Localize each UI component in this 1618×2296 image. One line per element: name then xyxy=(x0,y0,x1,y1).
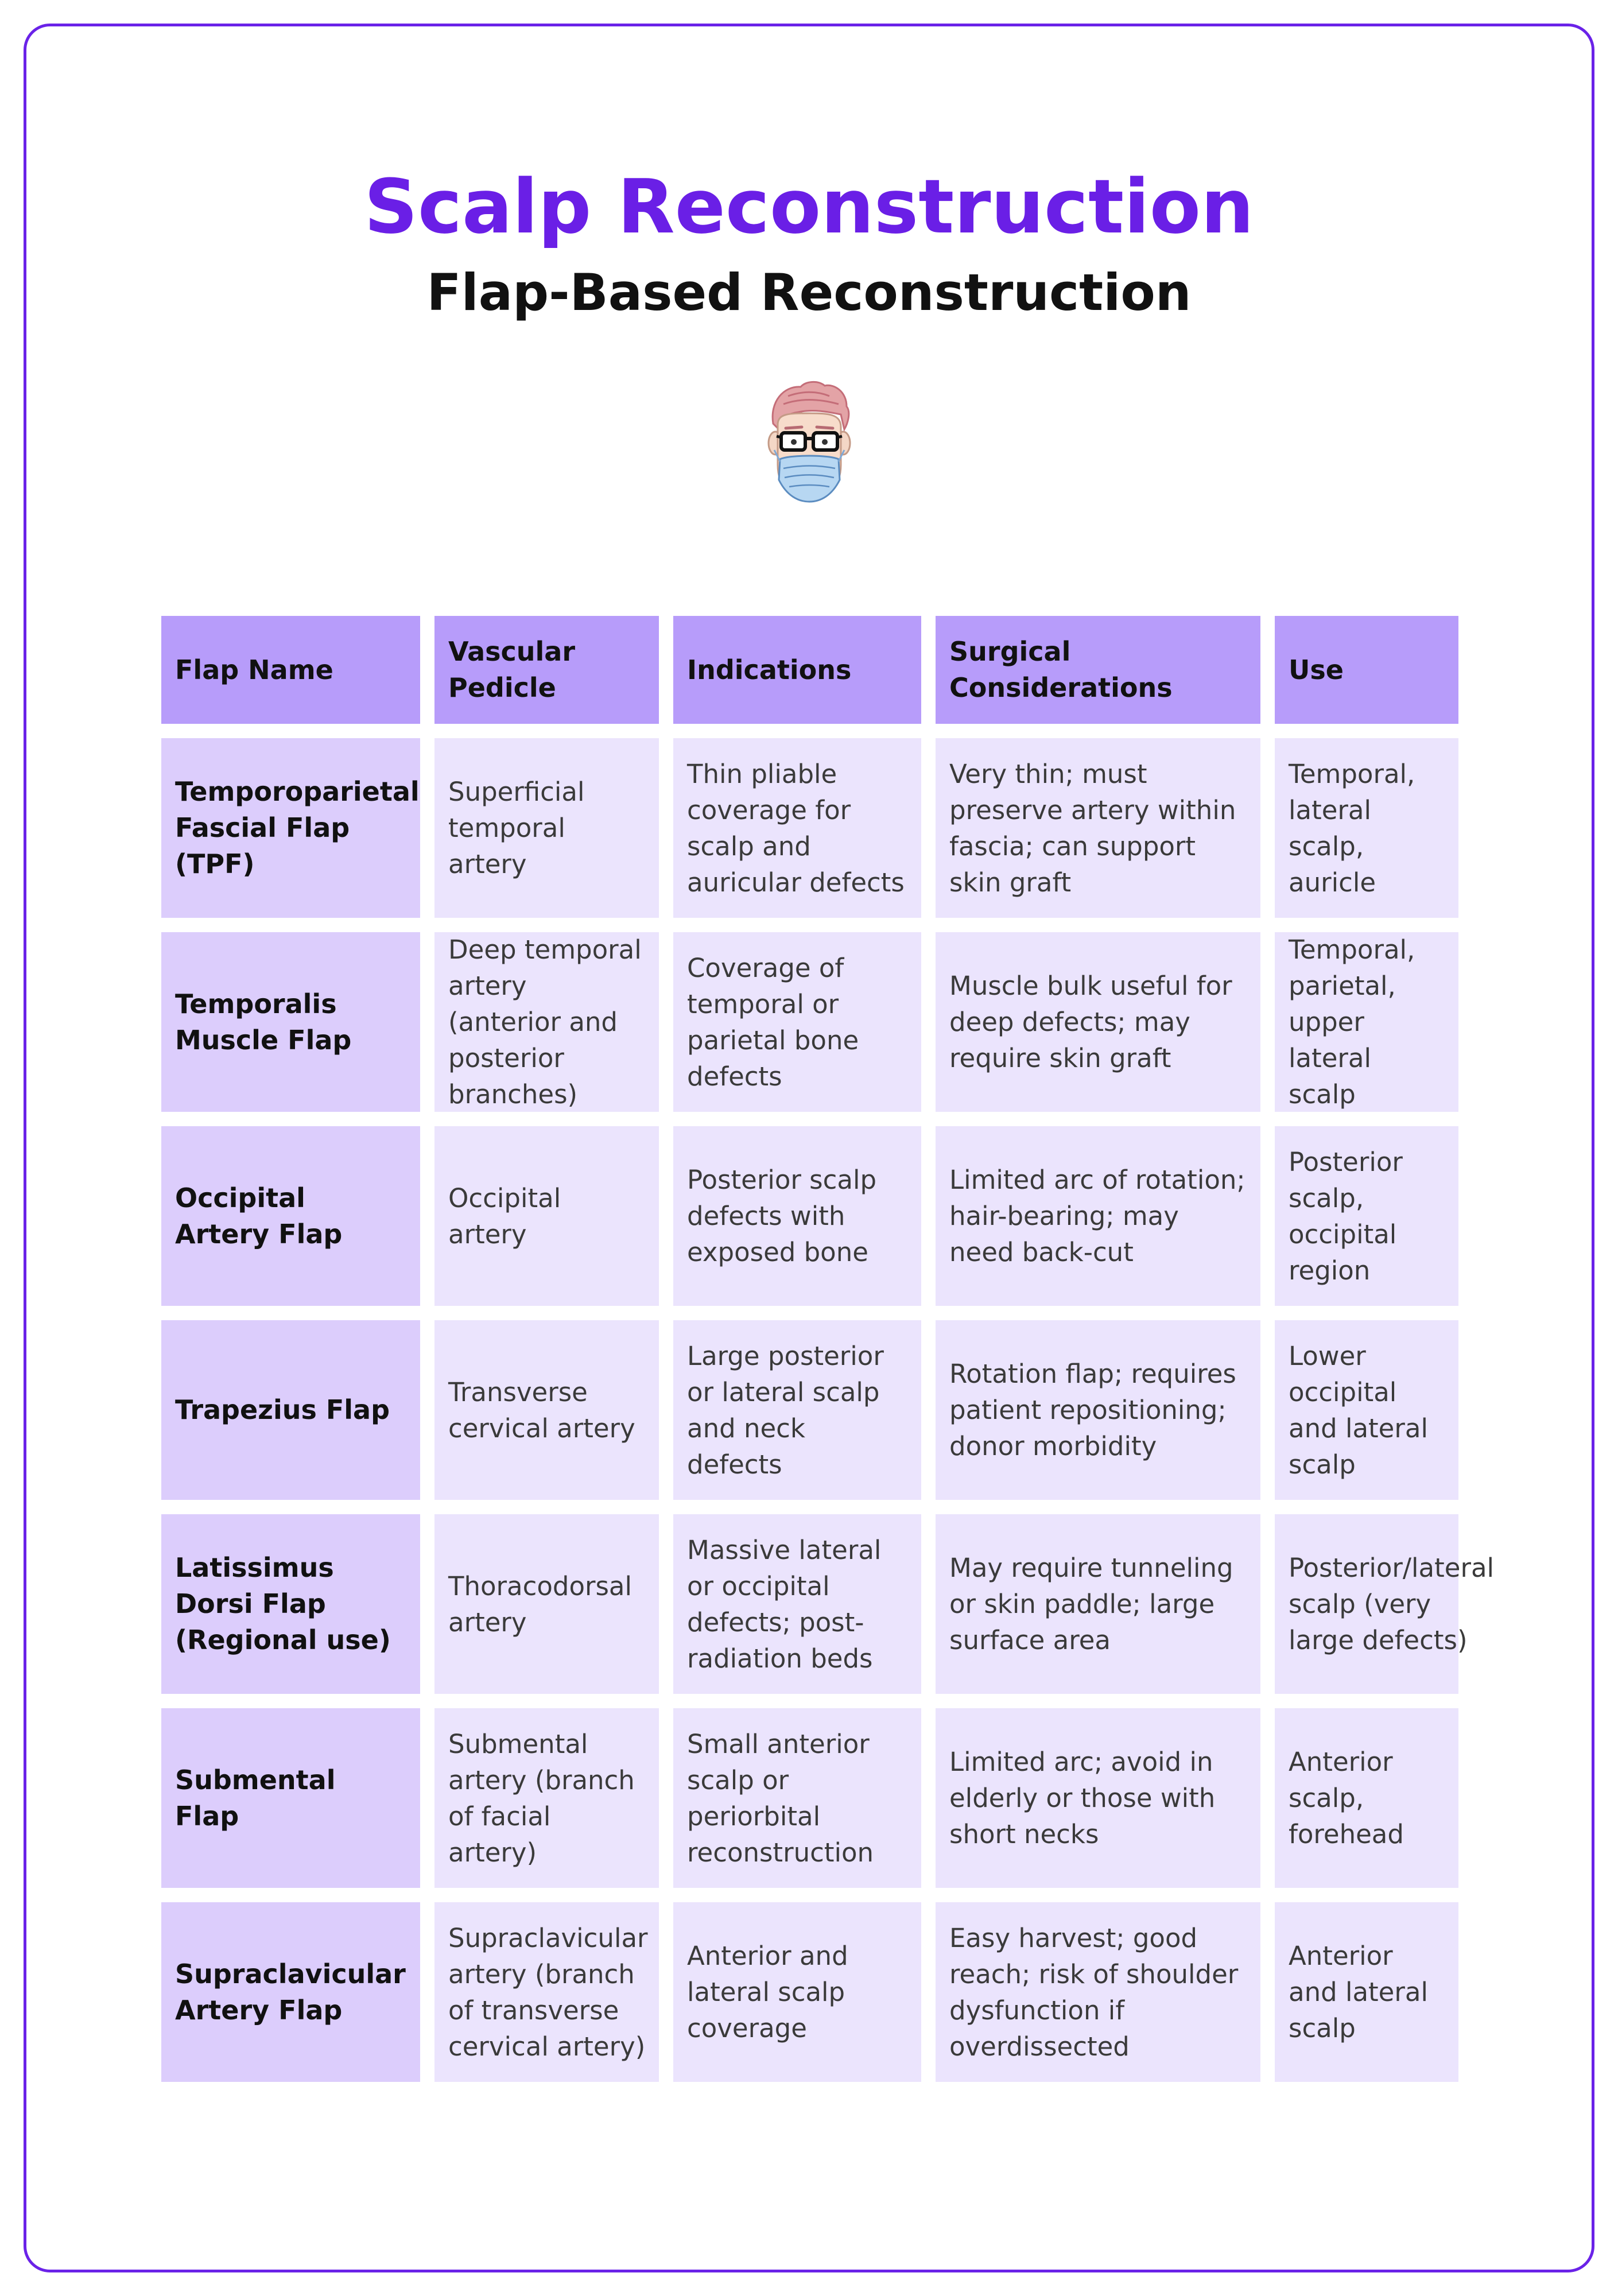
row-7-flap-name: Supraclavicular Artery Flap xyxy=(161,1902,420,2082)
row-7-vascular-pedicle: Supraclavicular artery (branch of transverse cervical artery) xyxy=(434,1902,659,2082)
row-4-flap-name: Trapezius Flap xyxy=(161,1320,420,1500)
row-7-surgical-considerations: Easy harvest; good reach; risk of shoulder dysfunction if overdissected xyxy=(936,1902,1260,2082)
row-1-surgical-considerations: Very thin; must preserve artery within fascia; can support skin graft xyxy=(936,738,1260,918)
column-header-flap-name: Flap Name xyxy=(161,616,420,724)
row-1-flap-name: Temporoparietal Fascial Flap (TPF) xyxy=(161,738,420,918)
row-3-flap-name: Occipital Artery Flap xyxy=(161,1126,420,1306)
row-1-indications: Thin pliable coverage for scalp and auricular defects xyxy=(673,738,921,918)
row-3-surgical-considerations: Limited arc of rotation; hair-bearing; may need back-cut xyxy=(936,1126,1260,1306)
row-6-flap-name: Submental Flap xyxy=(161,1708,420,1888)
doctor-with-glasses-and-mask-icon xyxy=(761,379,858,505)
row-1-vascular-pedicle: Superficial temporal artery xyxy=(434,738,659,918)
column-header-indications: Indications xyxy=(673,616,921,724)
row-1-use: Temporal, lateral scalp, auricle xyxy=(1275,738,1458,918)
row-4-indications: Large posterior or lateral scalp and neck defects xyxy=(673,1320,921,1500)
row-5-indications: Massive lateral or occipital defects; post-radiation beds xyxy=(673,1514,921,1694)
row-6-use: Anterior scalp, forehead xyxy=(1275,1708,1458,1888)
row-5-vascular-pedicle: Thoracodorsal artery xyxy=(434,1514,659,1694)
row-6-vascular-pedicle: Submental artery (branch of facial artery) xyxy=(434,1708,659,1888)
column-header-use: Use xyxy=(1275,616,1458,724)
row-6-surgical-considerations: Limited arc; avoid in elderly or those with short necks xyxy=(936,1708,1260,1888)
row-2-vascular-pedicle: Deep temporal artery (anterior and posterior branches) xyxy=(434,932,659,1112)
row-5-use: Posterior/lateral scalp (very large defects) xyxy=(1275,1514,1458,1694)
row-5-surgical-considerations: May require tunneling or skin paddle; large surface area xyxy=(936,1514,1260,1694)
row-6-indications: Small anterior scalp or periorbital reconstruction xyxy=(673,1708,921,1888)
row-3-use: Posterior scalp, occipital region xyxy=(1275,1126,1458,1306)
row-2-flap-name: Temporalis Muscle Flap xyxy=(161,932,420,1112)
row-3-indications: Posterior scalp defects with exposed bone xyxy=(673,1126,921,1306)
row-2-use: Temporal, parietal, upper lateral scalp xyxy=(1275,932,1458,1112)
column-header-surgical-considerations: Surgical Considerations xyxy=(936,616,1260,724)
row-2-surgical-considerations: Muscle bulk useful for deep defects; may require skin graft xyxy=(936,932,1260,1112)
row-7-indications: Anterior and lateral scalp coverage xyxy=(673,1902,921,2082)
page-subtitle: Flap-Based Reconstruction xyxy=(426,263,1192,322)
row-7-use: Anterior and lateral scalp xyxy=(1275,1902,1458,2082)
row-5-flap-name: Latissimus Dorsi Flap (Regional use) xyxy=(161,1514,420,1694)
column-header-vascular-pedicle: Vascular Pedicle xyxy=(434,616,659,724)
flap-table xyxy=(161,616,1495,2082)
row-2-indications: Coverage of temporal or parietal bone defects xyxy=(673,932,921,1112)
row-4-surgical-considerations: Rotation flap; requires patient repositioning; donor morbidity xyxy=(936,1320,1260,1500)
row-4-vascular-pedicle: Transverse cervical artery xyxy=(434,1320,659,1500)
page-title: Scalp Reconstruction xyxy=(364,163,1254,250)
row-3-vascular-pedicle: Occipital artery xyxy=(434,1126,659,1306)
row-4-use: Lower occipital and lateral scalp xyxy=(1275,1320,1458,1500)
